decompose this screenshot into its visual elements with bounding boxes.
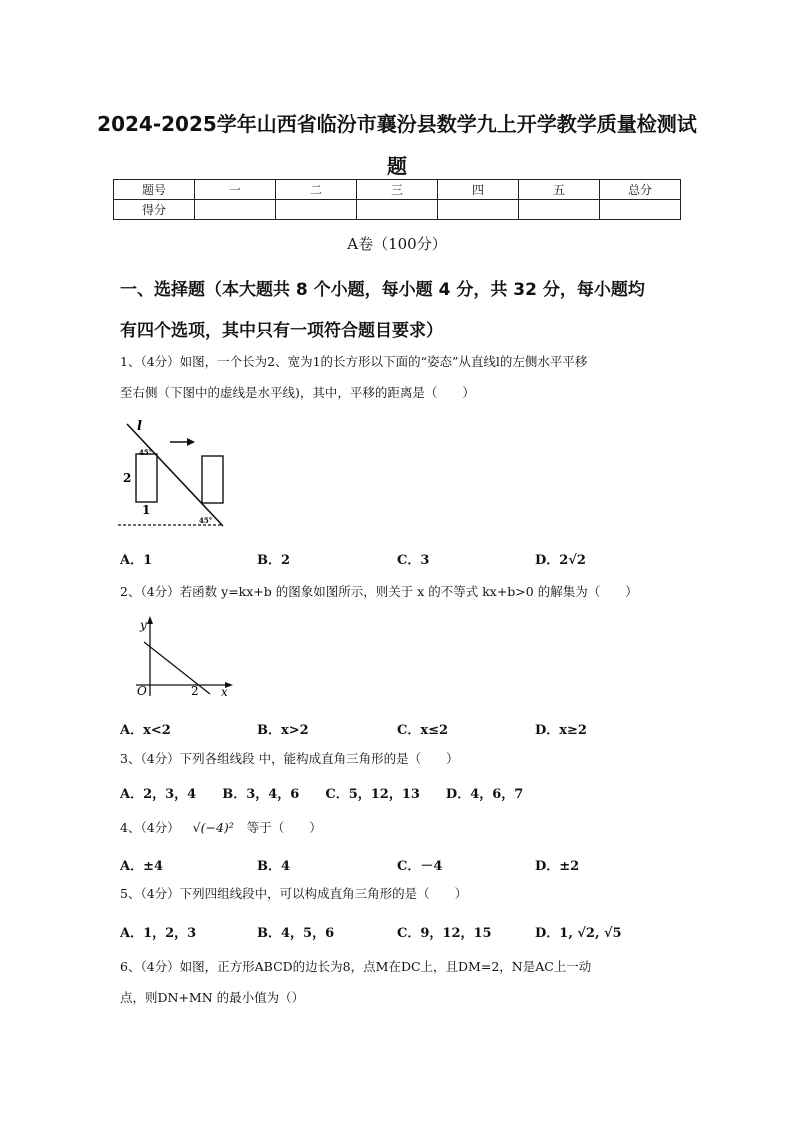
question-2-option-b[interactable]: B．x>2 <box>257 723 309 738</box>
score-table-empty-cell <box>519 200 600 220</box>
score-table-cell: 二 <box>276 180 357 200</box>
question-6-text-continued: 点，则DN+MN 的最小值为（） <box>120 990 305 1005</box>
arrow-right-icon <box>187 438 195 446</box>
question-4-option-c[interactable]: C．－4 <box>397 859 443 874</box>
origin-label: O <box>137 684 147 698</box>
question-4-radical-expression: √(−4)² <box>192 820 234 835</box>
score-table-cell: 五 <box>519 180 600 200</box>
question-4-option-a[interactable]: A．±4 <box>120 859 164 874</box>
score-table-header-row <box>114 180 681 200</box>
question-2-figure <box>132 614 237 700</box>
angle-label-top: 45° <box>139 448 153 457</box>
question-1-figure <box>115 418 235 530</box>
question-1-option-a[interactable]: A．1 <box>120 553 153 568</box>
score-table <box>113 179 681 220</box>
score-table-cell: 三 <box>357 180 438 200</box>
right-rectangle <box>202 456 223 503</box>
score-table-empty-cell <box>600 200 681 220</box>
score-table-cell: 得分 <box>114 200 195 220</box>
part-one-heading: 一、选择题（本大题共 8 个小题，每小题 4 分，共 32 分，每小题均 <box>120 280 645 300</box>
question-5-option-c[interactable]: C．9，12，15 <box>397 926 492 941</box>
rectangle-width-label: 1 <box>142 503 151 517</box>
question-2-option-a[interactable]: A．x<2 <box>120 723 171 738</box>
question-5-option-d[interactable]: D．1, √2, √5 <box>535 926 622 941</box>
question-2-text: 2、（4分）若函数 y=kx+b 的图象如图所示，则关于 x 的不等式 kx+b>0 的解集为（ ） <box>120 584 638 599</box>
page-title: 2024-2025学年山西省临汾市襄汾县数学九上开学教学质量检测试 <box>97 112 697 136</box>
question-4-text <box>120 820 680 836</box>
question-1-option-b[interactable]: B．2 <box>257 553 291 568</box>
y-axis-label: y <box>140 618 147 632</box>
question-4-suffix: 等于（ ） <box>246 820 322 835</box>
score-table-cell: 一 <box>195 180 276 200</box>
rectangle-length-label: 2 <box>123 471 132 485</box>
angle-label-bottom: 45° <box>199 516 213 525</box>
score-table-empty-cell <box>276 200 357 220</box>
question-1-option-c[interactable]: C．3 <box>397 553 430 568</box>
question-3-options[interactable]: A．2，3，4 B．3，4，6 C．5，12，13 D．4，6，7 <box>120 787 524 802</box>
question-5-option-b[interactable]: B．4，5，6 <box>257 926 335 941</box>
question-1-text-continued: 至右侧（下图中的虚线是水平线)，其中，平移的距离是（ ） <box>120 385 475 400</box>
page-title-continued: 题 <box>387 154 407 178</box>
question-1-text: 1、（4分）如图，一个长为2、宽为1的长方形以下面的“姿态”从直线l的左侧水平平移 <box>120 354 588 369</box>
score-table-cell: 题号 <box>114 180 195 200</box>
score-table-cell: 总分 <box>600 180 681 200</box>
question-5-text: 5、（4分）下列四组线段中，可以构成直角三角形的是（ ） <box>120 886 468 901</box>
question-4-prefix: 4、（4分） <box>120 820 180 835</box>
question-2-option-c[interactable]: C．x≤2 <box>397 723 449 738</box>
score-table-score-row <box>114 200 681 220</box>
question-4-option-d[interactable]: D．±2 <box>535 859 580 874</box>
question-6-text: 6、（4分）如图，正方形ABCD的边长为8，点M在DC上，且DM=2，N是AC上一动 <box>120 959 592 974</box>
question-3-text: 3、（4分）下列各组线段 中，能构成直角三角形的是（ ） <box>120 751 459 766</box>
function-line <box>144 642 210 694</box>
question-1-option-d[interactable]: D．2√2 <box>535 553 586 568</box>
x-axis-label: x <box>221 685 228 699</box>
score-table-empty-cell <box>195 200 276 220</box>
x-intercept-label: 2 <box>191 684 199 698</box>
score-table-empty-cell <box>357 200 438 220</box>
score-table-empty-cell <box>438 200 519 220</box>
score-table-cell: 四 <box>438 180 519 200</box>
part-one-heading-continued: 有四个选项，其中只有一项符合题目要求） <box>120 321 443 341</box>
left-rectangle <box>136 454 157 502</box>
line-l-label: l <box>137 419 142 434</box>
section-a-heading: A卷（100分） <box>347 235 447 253</box>
question-2-option-d[interactable]: D．x≥2 <box>535 723 587 738</box>
question-4-option-b[interactable]: B．4 <box>257 859 291 874</box>
y-axis-arrow-icon <box>147 616 153 624</box>
question-5-option-a[interactable]: A．1，2，3 <box>120 926 197 941</box>
